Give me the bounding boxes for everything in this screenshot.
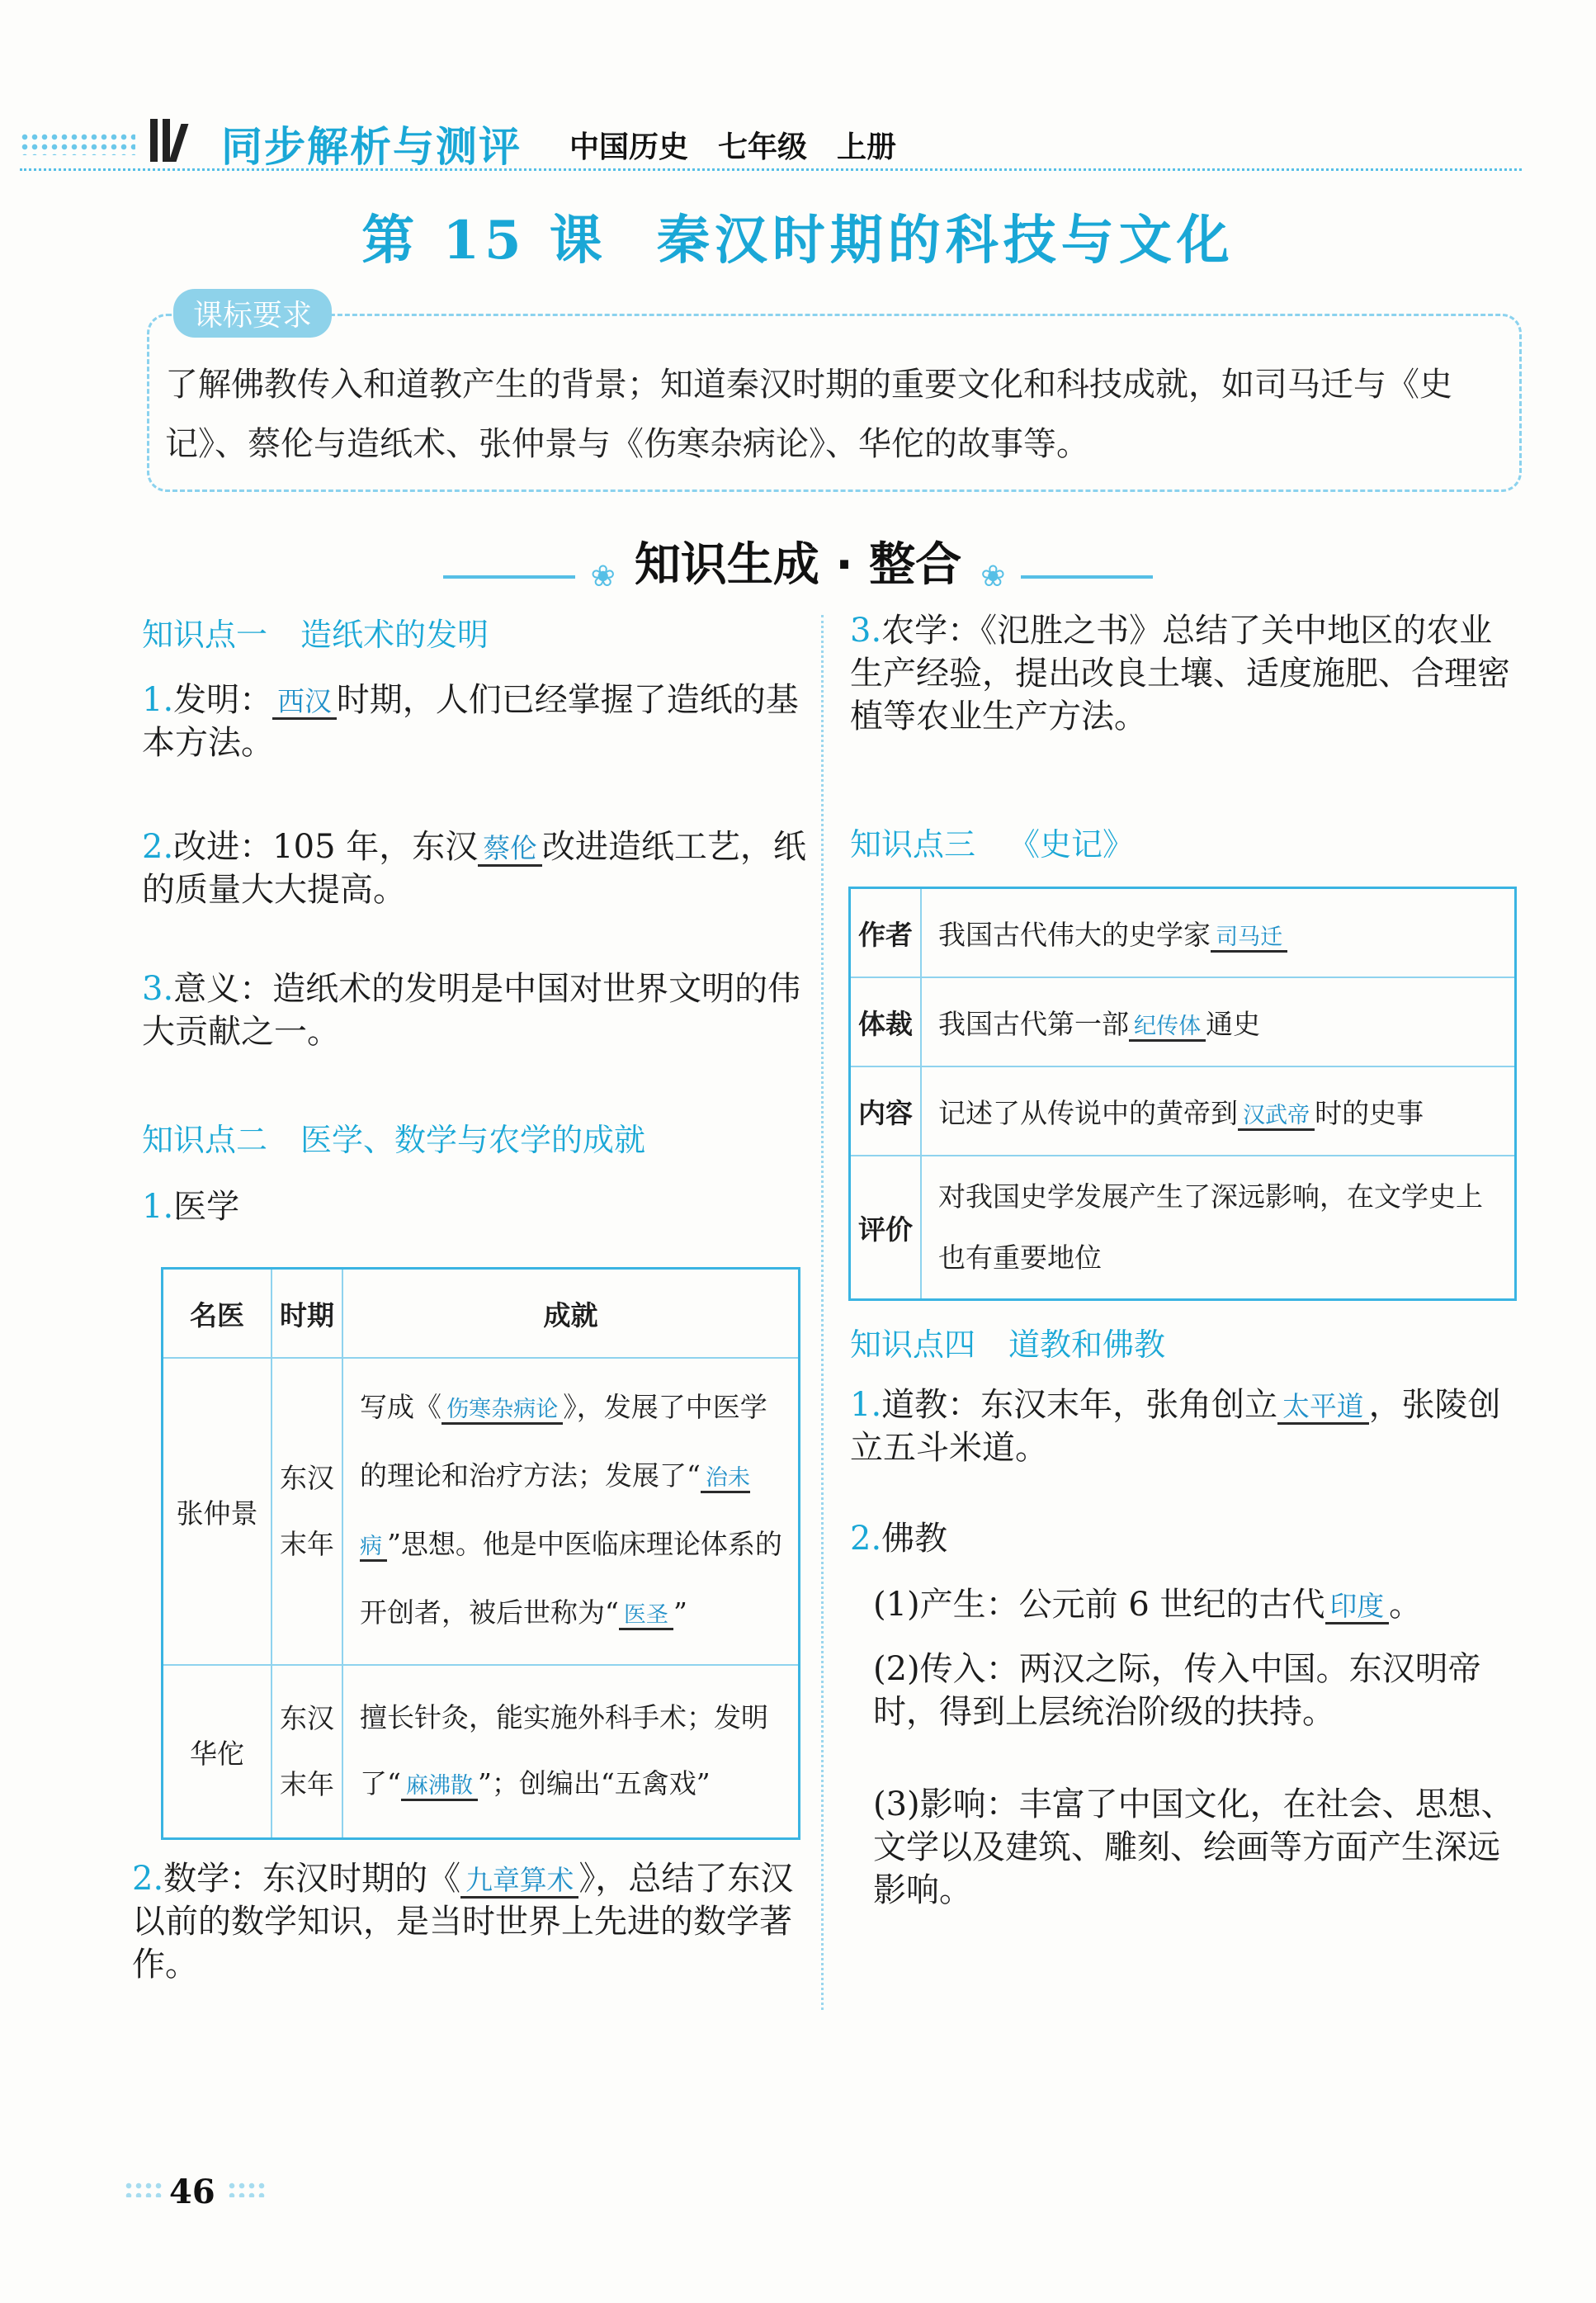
flower-ornament-icon: ❀ [590,560,616,593]
requirements-text: 了解佛教传入和道教产生的背景；知道秦汉时期的重要文化和科技成就，如司马迁与《史记》、蔡伦与造纸术、张仲景与《伤寒杂病论》、华佗的故事等。 [165,366,1452,463]
requirements-tag: 课标要求 [173,289,332,338]
table-row [850,888,1516,978]
row-content: 我国古代第一部 纪传体 通史 [921,977,1516,1066]
doctor-name: 华佗 [163,1665,272,1839]
taoism-item: 1.道教：东汉末年，张角创立 太平道 ，张陵创立五斗米道。 [850,1386,1501,1467]
kp4-label: 知识点四 [850,1326,976,1363]
header-dots-decoration [20,132,135,155]
answer-fill: 汉武帝 [1238,1103,1315,1131]
row-content: 对我国史学发展产生了深远影响，在文学史上也有重要地位 [921,1156,1516,1300]
row-heading: 评价 [850,1156,922,1300]
kp1-item-3: 3.意义：造纸术的发明是中国对世界文明的伟大贡献之一。 [142,970,801,1051]
medicine-table [161,1267,800,1840]
kp2-label: 知识点二 [142,1122,268,1158]
table-header-row [163,1269,800,1359]
table-header: 时期 [272,1269,342,1359]
banner-title: 知识生成 · 整合 [634,538,962,592]
answer-fill: 伤寒杂病论 [441,1397,563,1425]
column-divider [821,615,824,2010]
answer-fill: 九章算术 [460,1865,578,1899]
answer-fill: 医圣 [619,1602,673,1630]
row-content: 我国古代伟大的史学家 司马迁 [921,888,1516,978]
row-heading: 作者 [850,888,922,978]
row-content: 记述了从传说中的黄帝到 汉武帝 时的史事 [921,1066,1516,1156]
buddhism-origin: (1)产生：公元前 6 世纪的古代 印度 。 [873,1586,1423,1624]
table-row [850,977,1516,1066]
lesson-number: 第 15 课 [361,210,607,272]
shiji-table [848,887,1517,1301]
answer-fill: 治未病 [360,1465,750,1562]
subject-label: 中国历史 七年级 上册 [569,130,897,164]
kp4-heading [850,1319,1165,1364]
table-row [850,1156,1516,1300]
answer-fill: 麻沸散 [401,1773,478,1801]
doctor-achievement: 写成《 伤寒杂病论 》，发展了中医学的理论和治疗方法；发展了“ 治未病 ”思想。他是中医临床理论体系的开创者，被后世称为“ 医圣 ” [342,1358,800,1665]
kp3-label: 知识点三 [850,826,976,863]
lesson-name: 秦汉时期的科技与文化 [656,210,1235,272]
flower-ornament-icon: ❀ [980,560,1006,593]
kp3-title: 《史记》 [1008,826,1135,863]
answer-fill: 印度 [1325,1591,1390,1624]
doctor-period: 东汉末年 [272,1665,342,1839]
answer-fill: 西汉 [272,686,337,720]
table-row [163,1358,800,1665]
banner-line-right [1021,575,1153,579]
table-row [850,1066,1516,1156]
doctor-achievement: 擅长针灸，能实施外科手术；发明了“ 麻沸散 ”；创编出“五禽戏” [342,1665,800,1839]
kp1-item-2: 2.改进：105 年，东汉 蔡伦 改进造纸工艺，纸的质量大大提高。 [142,828,806,909]
answer-fill: 蔡伦 [478,833,542,867]
kp4-title: 道教和佛教 [1008,1326,1166,1363]
buddhism-introduction: (2)传入：两汉之际，传入中国。东汉明帝时，得到上层统治阶级的扶持。 [873,1650,1481,1731]
table-row [163,1665,800,1839]
footer-dots-decoration [227,2181,268,2197]
header-divider [20,168,1522,171]
table-header: 名医 [163,1269,272,1359]
math-item: 2.数学：东汉时期的《 九章算术 》，总结了东汉以前的数学知识，是当时世界上先进的数学著作。 [132,1860,794,1984]
medicine-label: 1.医学 [142,1188,240,1226]
answer-fill: 司马迁 [1211,925,1287,953]
books-logo-icon [150,116,182,162]
series-brand: 同步解析与测评 [221,123,522,171]
section-banner [0,528,1596,594]
page-number: 46 [169,2173,215,2211]
doctor-period: 东汉末年 [272,1358,342,1665]
banner-line-left [443,575,575,579]
kp3-heading [850,819,1134,864]
row-heading: 内容 [850,1066,922,1156]
kp2-heading [142,1114,645,1160]
lesson-title [0,198,1596,274]
kp1-heading [142,609,489,655]
kp1-title: 造纸术的发明 [300,617,489,653]
agriculture-item: 3.农学：《氾胜之书》总结了关中地区的农业生产经验，提出改良土壤、适度施肥、合理密植等农业生产方法。 [850,612,1510,735]
buddhism-label: 2.佛教 [850,1520,948,1558]
answer-fill: 太平道 [1277,1391,1368,1425]
row-heading: 体裁 [850,977,922,1066]
kp1-item-1: 1.发明： 西汉 时期，人们已经掌握了造纸的基本方法。 [142,681,799,762]
buddhism-influence: (3)影响：丰富了中国文化，在社会、思想、文学以及建筑、雕刻、绘画等方面产生深远影响。 [873,1785,1514,1909]
kp1-label: 知识点一 [142,617,268,653]
answer-fill: 纪传体 [1129,1014,1206,1042]
doctor-name: 张仲景 [163,1358,272,1665]
table-header: 成就 [342,1269,800,1359]
kp2-title: 医学、数学与农学的成就 [300,1122,646,1158]
footer-dots-decoration [124,2181,165,2197]
